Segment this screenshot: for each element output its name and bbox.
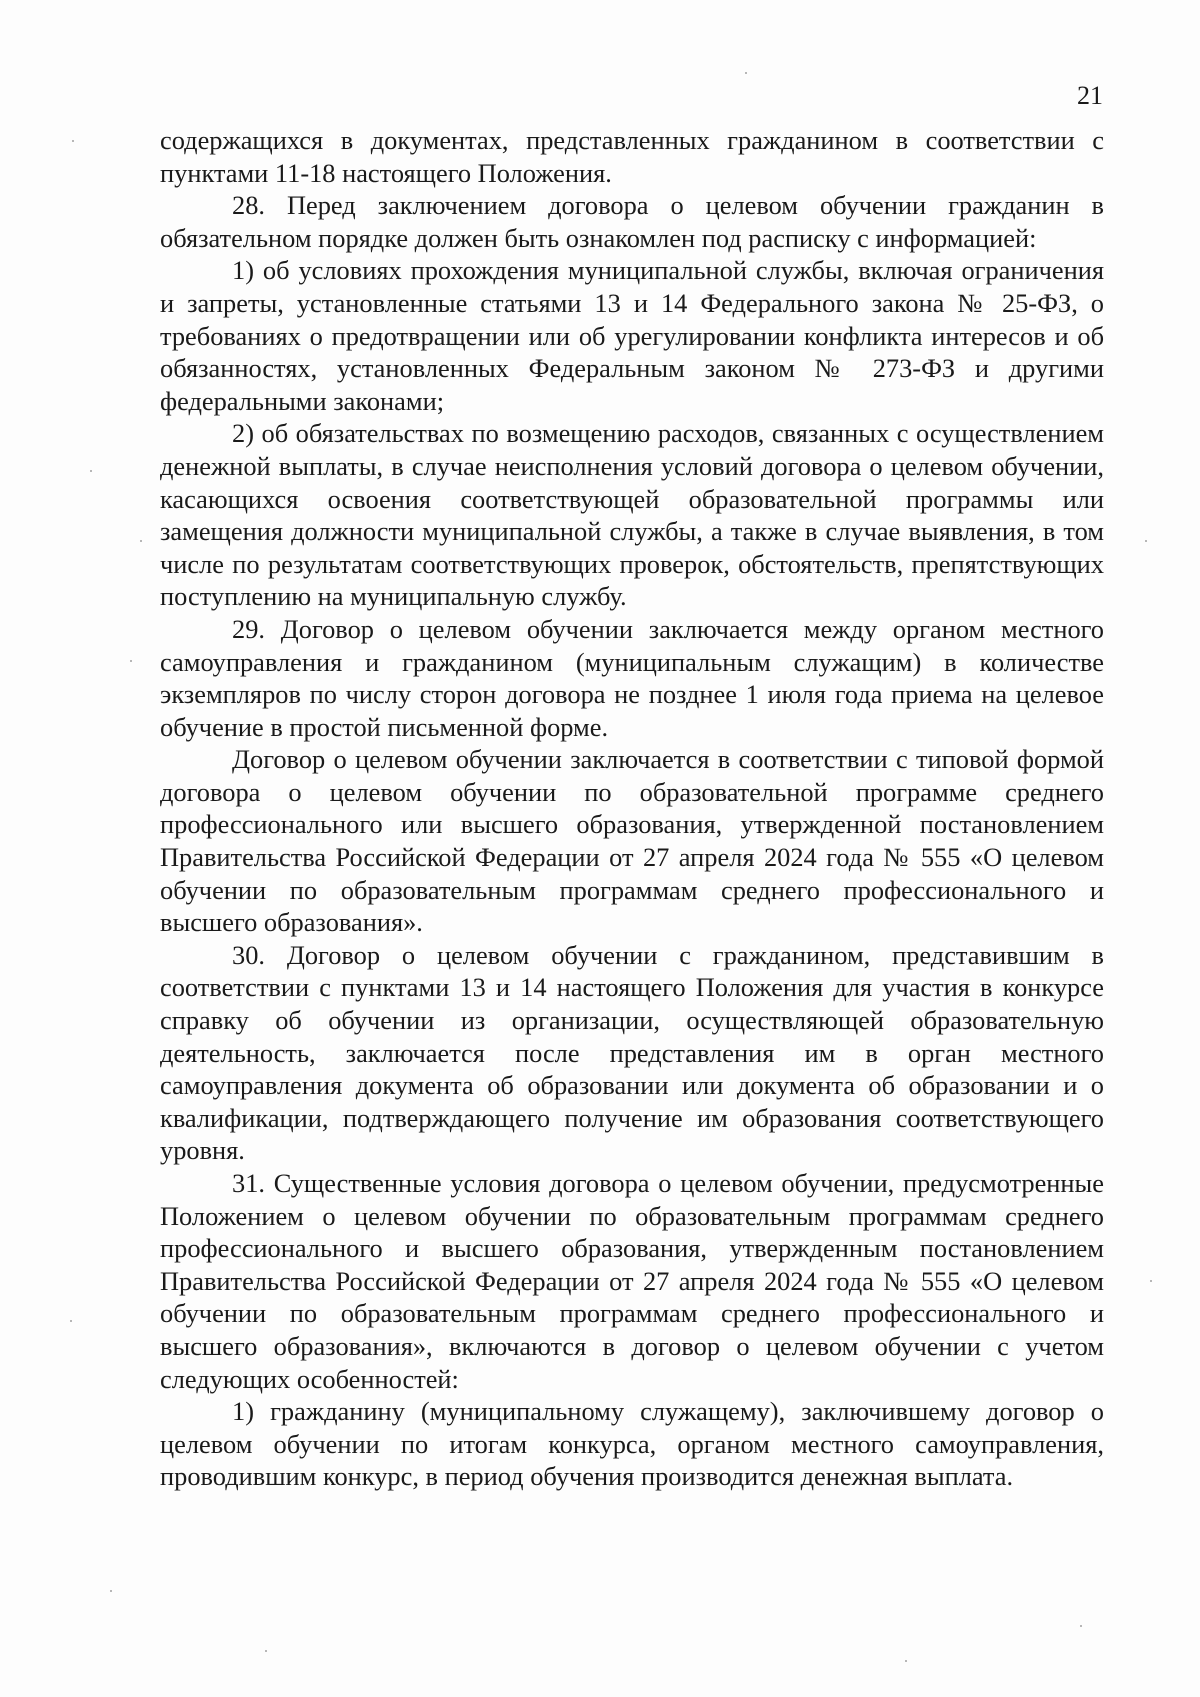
scan-speck bbox=[265, 1650, 267, 1652]
scan-speck bbox=[1150, 1280, 1152, 1282]
scan-speck bbox=[70, 1320, 72, 1322]
scan-speck bbox=[72, 140, 74, 142]
scan-speck bbox=[1145, 540, 1147, 542]
scan-speck bbox=[905, 1660, 907, 1662]
scan-speck bbox=[140, 540, 142, 542]
paragraph-item-28: 28. Перед заключением договора о целевом обучении гражданин в обязательном порядке должен быть ознакомлен под расписку с информацией: bbox=[160, 190, 1104, 253]
scan-speck bbox=[130, 660, 132, 662]
paragraph-item-31: 31. Существенные условия договора о целевом обучении, предусмотренные Положением о целевом обучении по образовательным программам среднего профессионального и высшего образования, утвержденным постановлением Правительства Российской Федерации от 27 апреля 2024 года № 555 «О целевом обучении по образовательным программам среднего профессионального и высшего образования», включаются в договор о целевом обучении с учетом следующих особенностей: bbox=[160, 1168, 1104, 1394]
paragraph-item-30: 30. Договор о целевом обучении с гражданином, представившим в соответствии с пунктами 13 и 14 настоящего Положения для участия в конкурсе справку об обучении из организации, осуществляющей образовательную деятельность, заключается после представления им в орган местного самоуправления документа об образовании или документа об образовании и о квалификации, подтверждающего получение им образования соответствующего уровня. bbox=[160, 939, 1104, 1166]
paragraph-item-29-typical-form: Договор о целевом обучении заключается в соответствии с типовой формой договора о целевом обучении по образовательной программе среднего профессионального или высшего образования, утвержденной постановлением Правительства Российской Федерации от 27 апреля 2024 года № 555 «О целевом обучении по образовательным программам среднего профессионального и высшего образования». bbox=[160, 744, 1104, 938]
paragraph-subitem-28-2: 2) об обязательствах по возмещению расходов, связанных с осуществлением денежной выплаты, в случае неисполнения условий договора о целевом обучении, касающихся освоения соответствующей образовательной программы или замещения должности муниципальной службы, а также в случае выявления, в том числе по результатам соответствующих проверок, обстоятельств, препятствующих поступлению на муниципальную службу. bbox=[160, 418, 1104, 612]
scan-speck bbox=[745, 72, 747, 74]
scan-speck bbox=[1080, 1625, 1082, 1627]
document-body bbox=[160, 124, 1104, 1493]
paragraph-item-29: 29. Договор о целевом обучении заключается между органом местного самоуправления и гражданином (муниципальным служащим) в количестве экземпляров по числу сторон договора не позднее 1 июля года приема на целевое обучение в простой письменной форме. bbox=[160, 613, 1104, 742]
paragraph-subitem-31-1: 1) гражданину (муниципальному служащему), заключившему договор о целевом обучении по итогам конкурса, органом местного самоуправления, проводившим конкурс, в период обучения производится денежная выплата. bbox=[160, 1396, 1104, 1492]
paragraph-subitem-28-1: 1) об условиях прохождения муниципальной службы, включая ограничения и запреты, установленные статьями 13 и 14 Федерального закона № 25-ФЗ, о требованиях о предотвращении или об урегулировании конфликта интересов и об обязанностях, установленных Федеральным законом № 273-ФЗ и другими федеральными законами; bbox=[160, 255, 1104, 416]
page-number: 21 bbox=[1077, 81, 1103, 110]
scan-speck bbox=[90, 470, 92, 472]
paragraph-continuation: содержащихся в документах, представленных гражданином в соответствии с пунктами 11-18 настоящего Положения. bbox=[160, 125, 1104, 188]
scan-speck bbox=[110, 1590, 112, 1592]
